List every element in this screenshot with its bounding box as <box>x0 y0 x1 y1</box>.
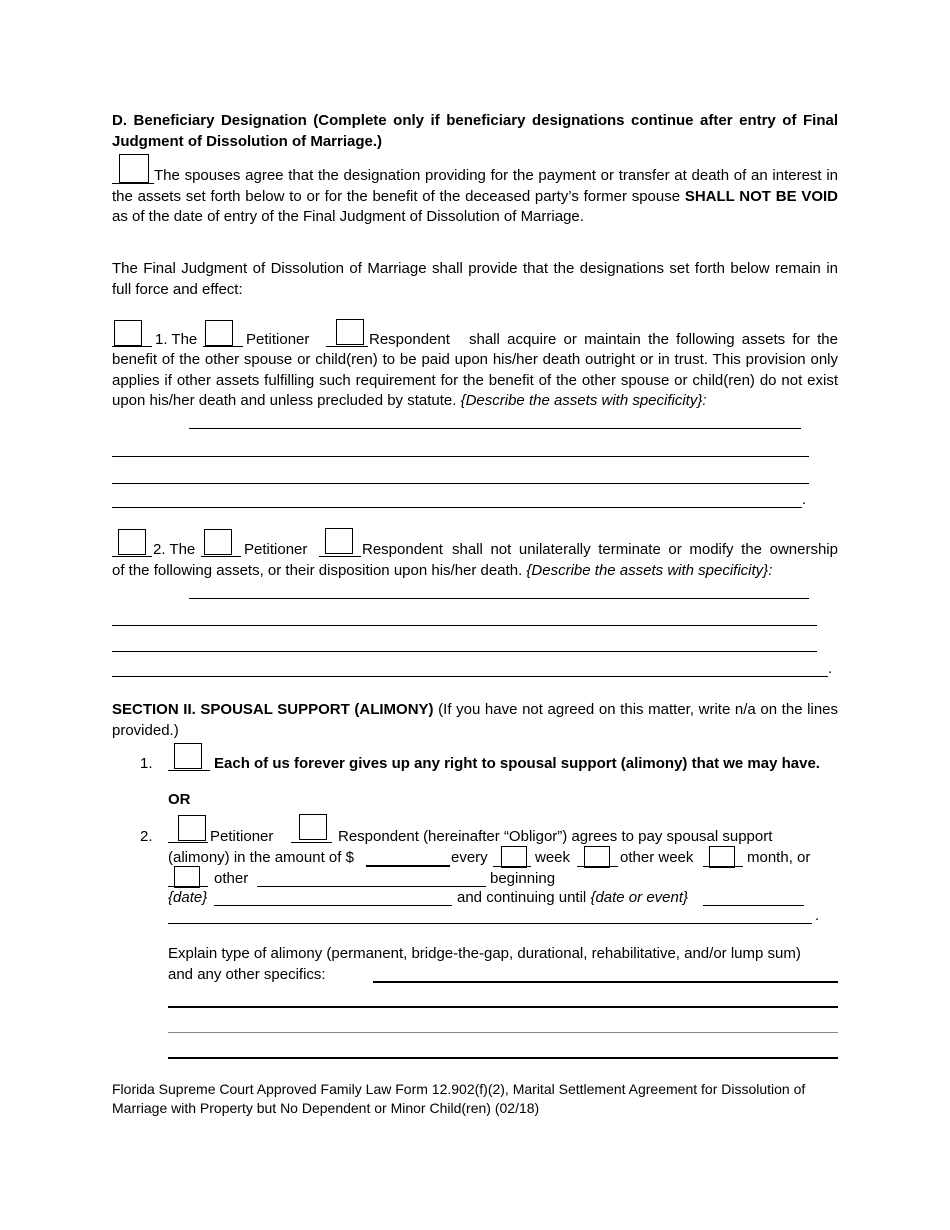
agree-paragraph <box>112 166 838 228</box>
item2-line-4[interactable] <box>112 676 828 677</box>
item2-describe: {Describe the assets with specificity}: <box>526 562 773 579</box>
alimony-item1-number: 1. <box>140 755 153 772</box>
alimony-waive-checkbox[interactable] <box>174 743 202 769</box>
other-week-underline <box>577 866 618 867</box>
item1-petitioner-checkbox[interactable] <box>205 320 233 346</box>
item1-line-3[interactable] <box>112 483 809 484</box>
item2-paragraph <box>112 561 838 582</box>
item2-respondent-underline <box>319 556 361 557</box>
item1-text-rest: benefit of the other spouse or child(ren) to be paid upon his/her death outright or in trust. This provision only applies if other assets fulfilling such requirement for the benefit of the other spouse or child(ren) do not exist upon his/her death and unless precluded by statute. <box>112 351 838 409</box>
other-week-label: other week <box>620 849 694 866</box>
item2-petitioner-underline <box>201 556 241 557</box>
item2-text-first: shall not unilaterally terminate or modify the ownership <box>452 541 838 558</box>
item2-respondent-checkbox[interactable] <box>325 528 353 554</box>
month-checkbox[interactable] <box>709 846 735 868</box>
alimony-respondent-checkbox[interactable] <box>299 814 327 840</box>
explain-line-2[interactable] <box>168 1006 838 1008</box>
item2-number: 2. The <box>153 541 196 558</box>
continuing-end-period: . <box>815 907 820 924</box>
beginning-label: beginning <box>490 870 556 887</box>
item2-checkbox-underline <box>112 556 152 557</box>
item2-line-2[interactable] <box>112 625 817 626</box>
explain-type-label: Explain type of alimony (permanent, bridge-the-gap, durational, rehabilitative, and/or lump sum) and any other specifics: <box>168 945 801 983</box>
agree-bold: SHALL NOT BE VOID <box>684 187 838 205</box>
other-frequency-underline <box>168 886 208 887</box>
item2-line-3[interactable] <box>112 651 817 652</box>
date-or-event-input[interactable] <box>703 905 804 906</box>
alimony-petitioner-checkbox[interactable] <box>178 815 206 841</box>
item2-checkbox[interactable] <box>118 529 146 555</box>
every-label: every <box>451 849 488 866</box>
date-label: {date} <box>168 889 208 906</box>
form-footer: Florida Supreme Court Approved Family Law Form 12.902(f)(2), Marital Settlement Agreement for Dissolution of Marriage with Property but No Dependent or Minor Child(ren) (02/18) <box>112 1081 806 1116</box>
item1-checkbox[interactable] <box>114 320 142 346</box>
explain-line-1[interactable] <box>373 981 838 983</box>
item1-describe: {Describe the assets with specificity}: <box>460 392 707 409</box>
other-frequency-checkbox[interactable] <box>174 866 200 888</box>
item1-number: 1. The <box>155 331 198 348</box>
continuing-line-2[interactable] <box>168 923 812 924</box>
or-label: OR <box>168 791 191 808</box>
item2-petitioner-checkbox[interactable] <box>204 529 232 555</box>
item2-respondent-label: Respondent <box>362 541 443 558</box>
week-underline <box>493 866 531 867</box>
other-week-checkbox[interactable] <box>584 846 610 868</box>
item1-paragraph <box>112 350 838 412</box>
alimony-amount-label: (alimony) in the amount of $ <box>168 849 354 866</box>
alimony-amount-input[interactable] <box>366 865 450 867</box>
alimony-waive-underline <box>168 770 210 771</box>
continuing-label <box>457 888 688 909</box>
explain-line-3[interactable] <box>168 1032 838 1033</box>
agree-text-2: as of the date of entry of the Final Judgment of Dissolution of Marriage. <box>112 208 584 225</box>
item1-text-first: shall acquire or maintain the following assets for the <box>469 331 838 348</box>
item2-petitioner-label: Petitioner <box>244 541 308 558</box>
item1-line-2[interactable] <box>112 456 809 457</box>
section-ii-instructions: (If you have not agreed on this matter, write n/a on the lines provided.) <box>112 701 839 739</box>
week-label: week <box>535 849 571 866</box>
item2-specificity-line[interactable] <box>189 598 809 599</box>
alimony-respondent-underline <box>291 842 332 843</box>
alimony-waive-text: Each of us forever gives up any right to spousal support (alimony) that we may have. <box>214 755 820 772</box>
item1-respondent-underline <box>326 346 368 347</box>
section-ii-heading <box>112 700 838 741</box>
alimony-respondent-text: Respondent (hereinafter “Obligor”) agrees to pay spousal support <box>338 828 773 845</box>
item1-petitioner-label: Petitioner <box>246 331 310 348</box>
date-input[interactable] <box>214 905 452 906</box>
item1-specificity-line[interactable] <box>189 428 801 429</box>
alimony-petitioner-underline <box>168 842 208 843</box>
section-d-heading: D. Beneficiary Designation (Complete only if beneficiary designations continue after entry of Final Judgment of Dissolution of Marriage.) <box>112 112 838 150</box>
item1-petitioner-underline <box>203 346 243 347</box>
section-ii-title: SECTION II. SPOUSAL SUPPORT (ALIMONY) <box>112 701 434 718</box>
item1-respondent-checkbox[interactable] <box>336 319 364 345</box>
month-underline <box>703 866 743 867</box>
continuing-text: and continuing until <box>457 889 591 906</box>
explain-line-4[interactable] <box>168 1057 838 1059</box>
item2-text-rest: of the following assets, or their disposition upon his/her death. <box>112 562 527 579</box>
item1-end-period: . <box>802 491 807 508</box>
other-frequency-input[interactable] <box>257 886 486 887</box>
alimony-petitioner-label: Petitioner <box>210 828 274 845</box>
alimony-item2-number: 2. <box>140 828 153 845</box>
week-checkbox[interactable] <box>501 846 527 868</box>
item1-respondent-label: Respondent <box>369 331 450 348</box>
item1-line-4[interactable] <box>112 507 802 508</box>
date-or-event-label: {date or event} <box>590 889 689 906</box>
other-label: other <box>214 870 249 887</box>
item2-end-period: . <box>828 660 833 677</box>
month-label: month, or <box>747 849 811 866</box>
item1-checkbox-underline <box>112 346 152 347</box>
agree-text-1: The spouses agree that the designation providing for the payment or transfer at death of an interest in the assets set forth below to or for the benefit of the deceased party’s former spouse <box>112 167 838 205</box>
final-judgment-text: The Final Judgment of Dissolution of Marriage shall provide that the designations set forth below remain in full force and effect: <box>112 260 838 298</box>
